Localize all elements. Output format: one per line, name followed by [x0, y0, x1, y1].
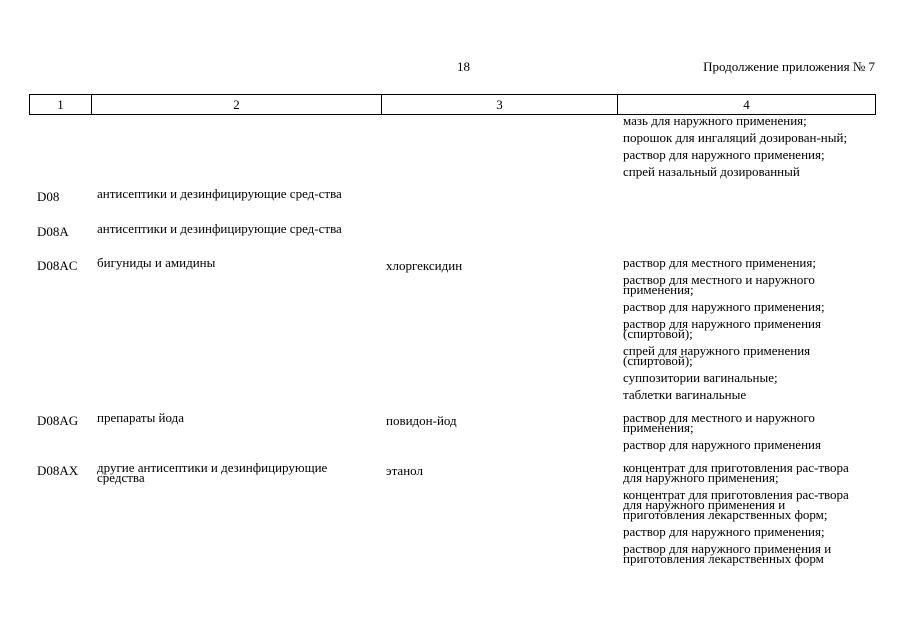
dosage-form-item: спрей для наружного применения (спиртовой);	[623, 343, 811, 368]
dosage-form-item: суппозитории вагинальные;	[623, 370, 778, 385]
drug-name-cell: хлоргексидин	[386, 258, 463, 273]
table-row	[37, 221, 877, 258]
atc-code-cell: D08AG	[37, 413, 79, 428]
dosage-form-item: концентрат для приготовления рас-твора для наружного применения;	[623, 460, 849, 485]
group-name-cell: препараты йода	[97, 410, 185, 425]
dosage-form-item: спрей назальный дозированный	[623, 164, 800, 179]
drug-name-cell: этанол	[386, 463, 423, 478]
dosage-form-item: раствор для местного и наружного применения;	[623, 410, 815, 435]
drug-name-cell: повидон-йод	[386, 413, 457, 428]
dosage-forms-cell	[623, 460, 873, 566]
dosage-form-item: раствор для наружного применения и приготовления лекарственных форм	[623, 541, 832, 566]
group-name-cell: антисептики и дезинфицирующие сред-ства	[97, 186, 342, 201]
dosage-form-item: раствор для наружного применения;	[623, 299, 825, 314]
column-header-row	[29, 94, 876, 115]
column-header-2: 2	[92, 95, 382, 114]
dosage-forms-cell	[623, 255, 873, 402]
table-row	[37, 113, 877, 179]
table-row	[37, 255, 877, 402]
atc-code-cell: D08	[37, 189, 60, 204]
dosage-form-item: раствор для местного и наружного применения;	[623, 272, 815, 297]
page-number: 18	[457, 59, 470, 74]
atc-code-cell: D08A	[37, 224, 69, 239]
dosage-form-item: раствор для местного применения;	[623, 255, 816, 270]
dosage-form-item: раствор для наружного применения	[623, 437, 821, 452]
group-name-cell: другие антисептики и дезинфицирующие средства	[97, 460, 328, 485]
dosage-form-item: порошок для ингаляций дозирован-ный;	[623, 130, 848, 145]
table-row	[37, 186, 877, 224]
table-row	[37, 410, 877, 452]
atc-code-cell: D08AC	[37, 258, 78, 273]
continuation-header: Продолжение приложения № 7	[703, 59, 875, 74]
group-name-cell: антисептики и дезинфицирующие сред-ства	[97, 221, 342, 236]
dosage-forms-cell	[623, 410, 873, 452]
dosage-form-item: мазь для наружного применения;	[623, 113, 807, 128]
dosage-form-item: раствор для наружного применения;	[623, 524, 825, 539]
table-row	[37, 460, 877, 566]
dosage-form-item: раствор для наружного применения (спиртовой);	[623, 316, 821, 341]
drug-table-body	[37, 113, 877, 566]
column-header-1: 1	[30, 95, 92, 114]
atc-code-cell: D08AX	[37, 463, 79, 478]
dosage-form-item: раствор для наружного применения;	[623, 147, 825, 162]
dosage-form-item: концентрат для приготовления рас-твора для наружного применения и приготовления лекарственных форм;	[623, 487, 849, 522]
group-name-cell: бигуниды и амидины	[97, 255, 216, 270]
column-header-4: 4	[743, 97, 750, 112]
dosage-forms-cell	[623, 113, 873, 179]
dosage-form-item: таблетки вагинальные	[623, 387, 747, 402]
column-header-3: 3	[382, 95, 618, 114]
